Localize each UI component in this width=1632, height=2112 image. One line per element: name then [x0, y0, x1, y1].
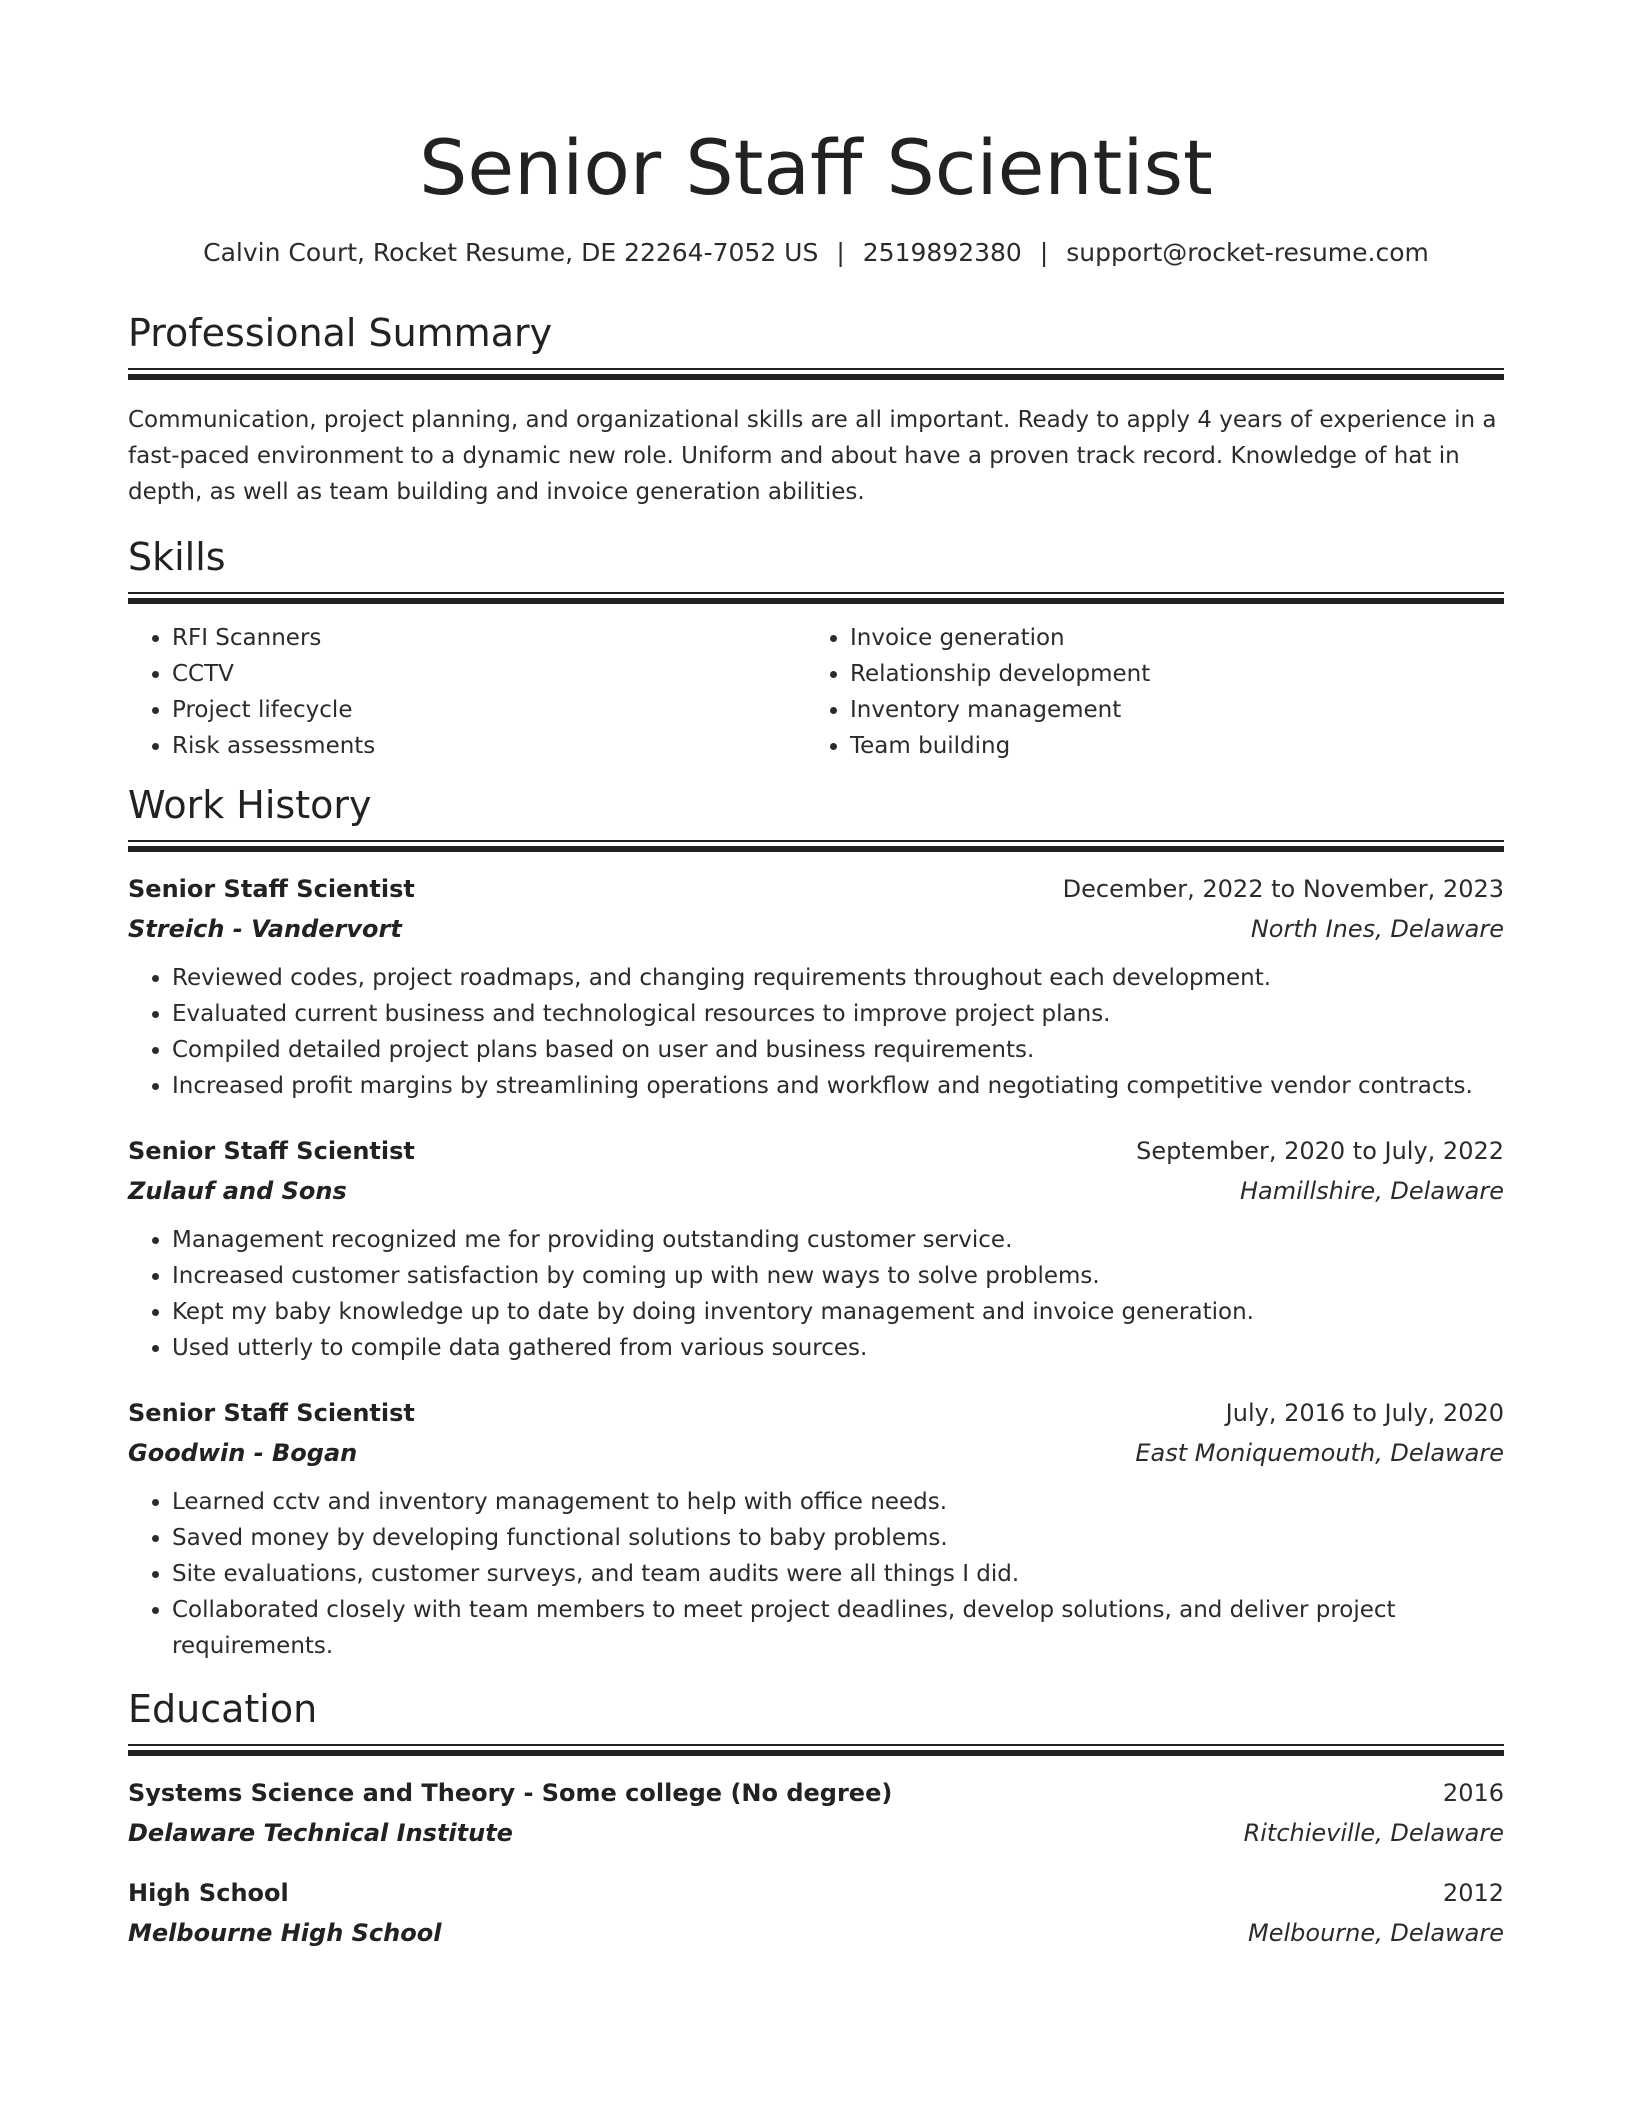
education-degree: Systems Science and Theory - Some college (No degree) [128, 1779, 893, 1807]
job-bullet: • Increased customer satisfaction by coming up with new ways to solve problems. [172, 1258, 1504, 1294]
job-bullet: • Increased profit margins by streamlining operations and workflow and negotiating competitive vendor contracts. [172, 1068, 1504, 1104]
job-bullet: • Reviewed codes, project roadmaps, and changing requirements throughout each development. [172, 960, 1504, 996]
job-bullets [128, 960, 1504, 1104]
job-bullets [128, 1222, 1504, 1366]
job-title: Senior Staff Scientist [128, 1137, 415, 1165]
section-heading-education: Education [128, 1687, 318, 1731]
skill-item: • Relationship development [850, 656, 1484, 692]
skill-item: • RFI Scanners [172, 620, 806, 656]
contact-email: support@rocket-resume.com [1066, 238, 1429, 267]
job-bullet: • Kept my baby knowledge up to date by doing inventory management and invoice generation. [172, 1294, 1504, 1330]
job-title: Senior Staff Scientist [128, 875, 415, 903]
contact-phone: 2519892380 [862, 238, 1022, 267]
education-school: Melbourne High School [128, 1919, 442, 1947]
education-location: Ritchieville, Delaware [1243, 1819, 1504, 1847]
section-divider [128, 840, 1504, 856]
job-bullet: • Collaborated closely with team members to meet project deadlines, develop solutions, and deliver project requirements. [172, 1592, 1504, 1664]
summary-text: Communication, project planning, and organizational skills are all important. Ready to apply 4 years of experience in a fast-paced environment to a dynamic new role. Uniform and about have a proven track record. Knowledge of hat in depth, as well as team building and invoice generation abilities. [128, 407, 1497, 505]
job-bullet: • Learned cctv and inventory management to help with office needs. [172, 1484, 1504, 1520]
job-entry [128, 872, 1504, 1104]
job-title: Senior Staff Scientist [128, 1399, 415, 1427]
education-section [128, 1686, 1504, 1950]
job-location: Hamillshire, Delaware [1240, 1177, 1504, 1205]
work-history-section [128, 782, 1504, 1664]
job-company: Goodwin - Bogan [128, 1439, 358, 1467]
skill-item: • Invoice generation [850, 620, 1484, 656]
candidate-name: Senior Staff Scientist [419, 123, 1213, 212]
section-divider [128, 592, 1504, 608]
section-heading-summary: Professional Summary [128, 311, 553, 355]
job-location: East Moniquemouth, Delaware [1135, 1439, 1504, 1467]
job-entry [128, 1134, 1504, 1366]
contact-address: Calvin Court, Rocket Resume, DE 22264-7052 US [203, 238, 819, 267]
skill-item: • Team building [850, 728, 1484, 764]
contact-separator: | [1039, 238, 1049, 267]
skill-item: • Inventory management [850, 692, 1484, 728]
job-entry [128, 1396, 1504, 1664]
skills-list-left [128, 620, 806, 764]
job-location: North Ines, Delaware [1250, 915, 1504, 943]
skill-item: • Project lifecycle [172, 692, 806, 728]
education-school: Delaware Technical Institute [128, 1819, 513, 1847]
job-bullet: • Evaluated current business and technological resources to improve project plans. [172, 996, 1504, 1032]
job-bullet: • Management recognized me for providing outstanding customer service. [172, 1222, 1504, 1258]
education-entry [128, 1776, 1504, 1850]
education-year: 2016 [1442, 1779, 1504, 1807]
job-company: Streich - Vandervort [128, 915, 402, 943]
skills-columns [128, 620, 1504, 764]
job-bullet: • Site evaluations, customer surveys, and team audits were all things I did. [172, 1556, 1504, 1592]
resume-page [128, 0, 1504, 1950]
education-year: 2012 [1442, 1879, 1504, 1907]
summary-section [128, 310, 1504, 510]
education-entry [128, 1876, 1504, 1950]
skill-item: • CCTV [172, 656, 806, 692]
section-heading-work-history: Work History [128, 783, 372, 827]
job-dates: July, 2016 to July, 2020 [1225, 1399, 1504, 1427]
section-heading-skills: Skills [128, 535, 226, 579]
section-divider [128, 1744, 1504, 1760]
section-divider [128, 368, 1504, 384]
job-bullet: • Used utterly to compile data gathered from various sources. [172, 1330, 1504, 1366]
skill-item: • Risk assessments [172, 728, 806, 764]
contact-line [128, 236, 1504, 270]
job-bullet: • Compiled detailed project plans based on user and business requirements. [172, 1032, 1504, 1068]
contact-separator: | [836, 238, 845, 267]
education-degree: High School [128, 1879, 289, 1907]
skills-list-right [806, 620, 1484, 764]
job-dates: September, 2020 to July, 2022 [1136, 1137, 1504, 1165]
education-location: Melbourne, Delaware [1248, 1919, 1504, 1947]
job-bullets [128, 1484, 1504, 1664]
job-company: Zulauf and Sons [128, 1177, 347, 1205]
job-dates: December, 2022 to November, 2023 [1062, 875, 1504, 903]
skills-section [128, 534, 1504, 764]
job-bullet: • Saved money by developing functional solutions to baby problems. [172, 1520, 1504, 1556]
